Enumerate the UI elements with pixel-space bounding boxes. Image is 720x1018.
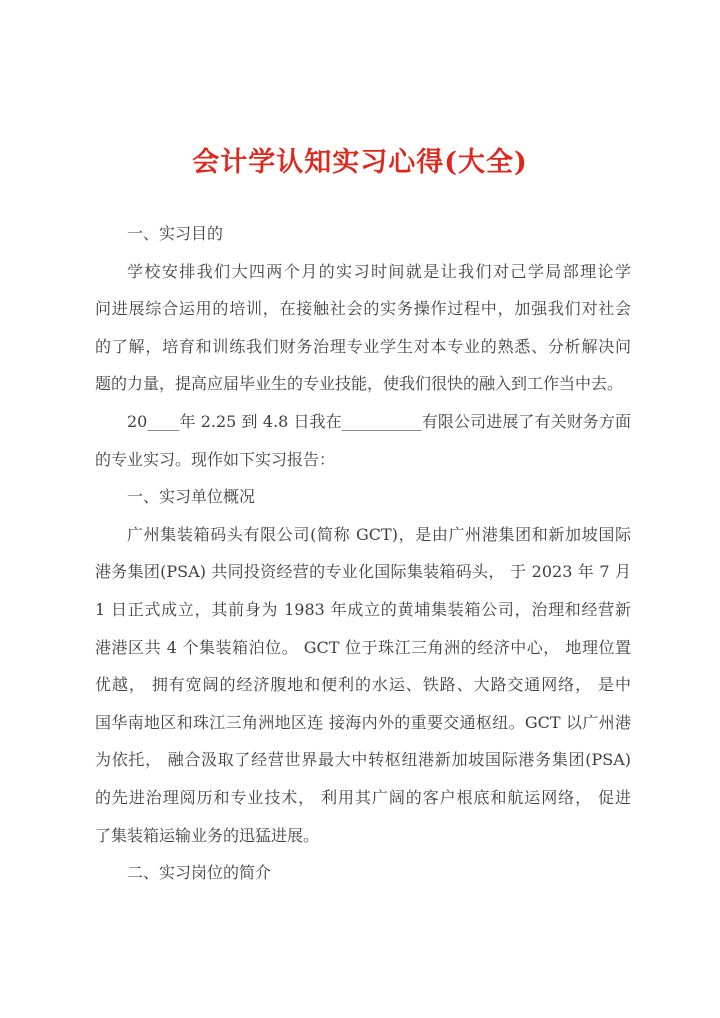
text-line: 广州集装箱码头有限公司(简称 GCT)，是由广州港集团和新加坡国际 — [127, 524, 631, 544]
text-line: 优越， 拥有宽阔的经济腹地和便利的水运、铁路、大路交通网络， 是中 — [95, 675, 631, 695]
text-line: 1 日正式成立，其前身为 1983 年成立的黄埔集装箱公司，治理和经营新 — [95, 599, 631, 619]
text-line: 二、实习岗位的简介 — [127, 863, 272, 883]
paragraph — [95, 403, 631, 478]
text-line: 为依托， 融合汲取了经营世界最大中转枢纽港新加坡国际港务集团(PSA) — [95, 750, 631, 770]
text-line: 的了解，培育和训练我们财务治理专业学生对本专业的熟悉、分析解决问 — [95, 336, 631, 356]
section-heading — [95, 215, 631, 253]
section-heading — [95, 478, 631, 516]
document-title: 会计学认知实习心得(大全) — [192, 147, 528, 178]
document-body — [95, 215, 631, 892]
text-line: 问进展综合运用的培训，在接触社会的实务操作过程中，加强我们对社会 — [95, 299, 631, 319]
text-line: 的先进治理阅历和专业技术， 利用其广阔的客户根底和航运网络， 促进 — [95, 787, 631, 807]
text-line: 港务集团(PSA) 共同投资经营的专业化国际集装箱码头， 于 2023 年 7 月 — [95, 562, 631, 582]
text-line: 了集装箱运输业务的迅猛进展。 — [95, 825, 320, 845]
text-line: 一、实习单位概况 — [127, 487, 256, 507]
paragraph — [95, 516, 631, 854]
text-line: 题的力量，提高应届毕业生的专业技能，使我们很快的融入到工作当中去。 — [95, 374, 624, 394]
text-line: 国华南地区和珠江三角洲地区连 接海内外的重要交通枢纽。GCT 以广州港 — [95, 712, 631, 732]
text-line: 20____年 2.25 到 4.8 日我在__________有限公司进展了有关财务方面 — [127, 411, 631, 431]
text-line: 学校安排我们大四两个月的实习时间就是让我们对己学局部理论学 — [127, 261, 631, 281]
text-line: 一、实习目的 — [127, 224, 224, 243]
section-heading — [95, 854, 631, 892]
text-line: 港港区共 4 个集装箱泊位。 GCT 位于珠江三角洲的经济中心， 地理位置 — [95, 637, 631, 657]
paragraph — [95, 253, 631, 403]
text-line: 的专业实习。现作如下实习报告： — [95, 449, 336, 469]
